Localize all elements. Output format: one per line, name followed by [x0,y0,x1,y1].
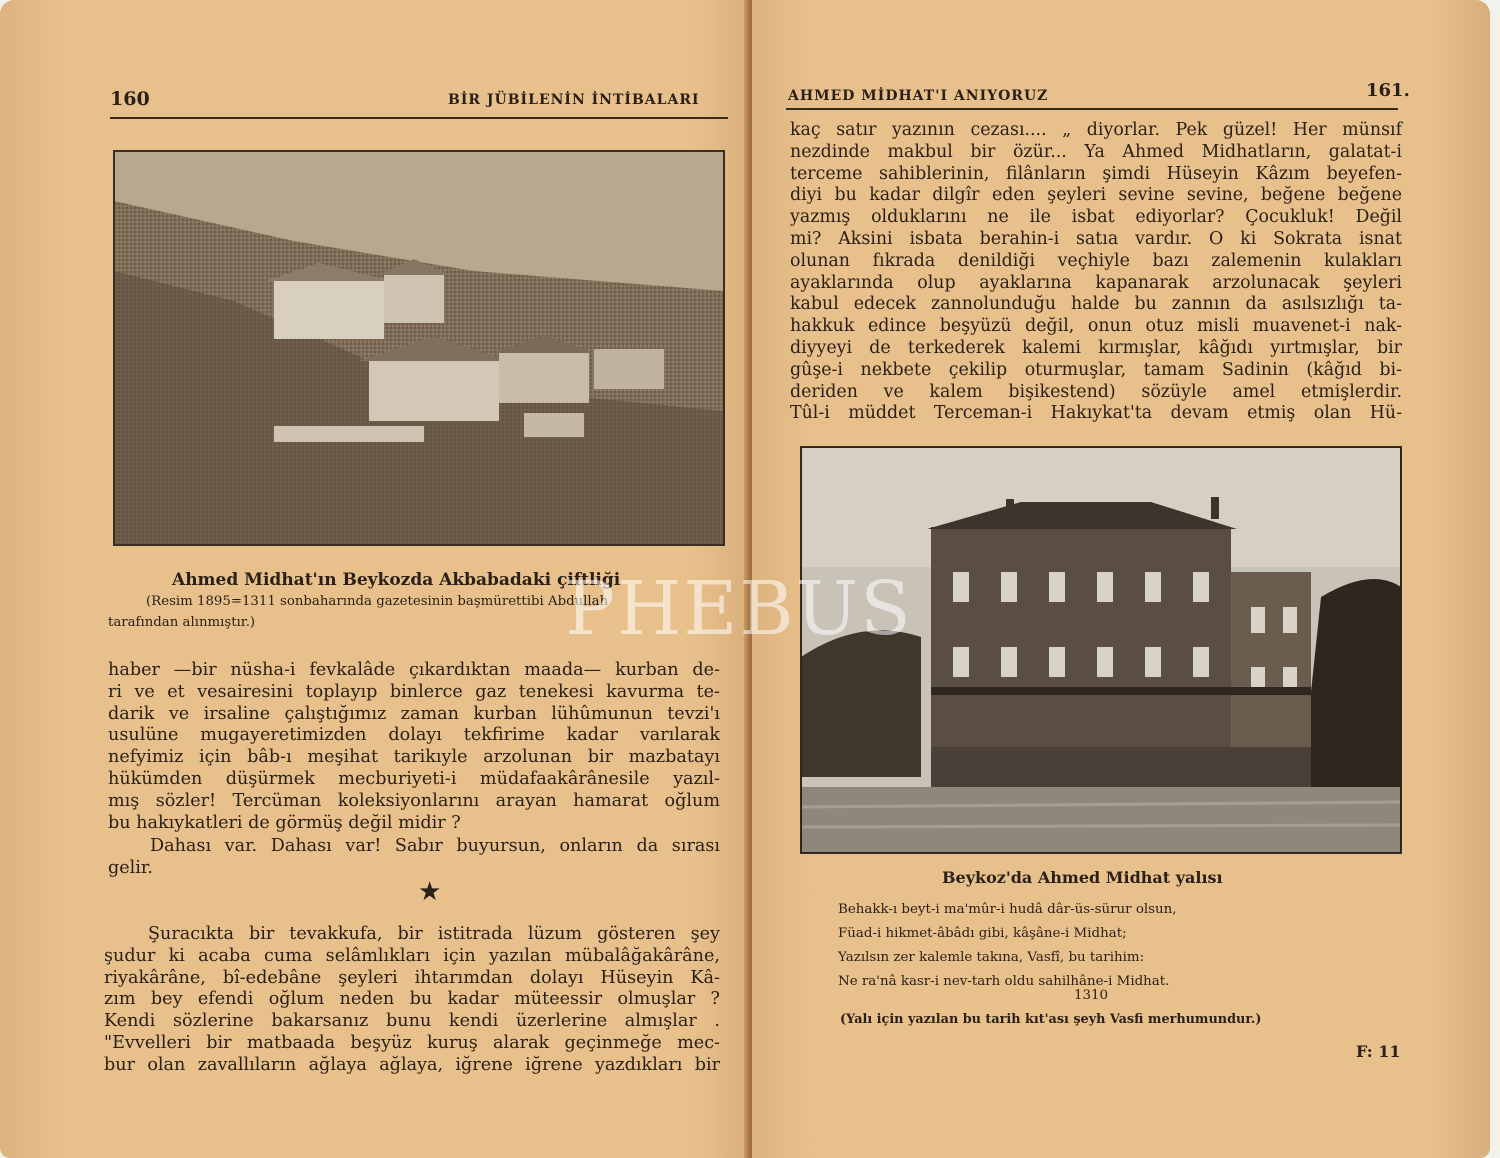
signature-mark: F: 11 [1356,1042,1401,1061]
text-line: kaç satır yazının cezası.... „ diyorlar. Pek güzel! Her münsıf [790,120,1402,140]
text-line: bur olan zavallıların ağlaya ağlaya, iğrene iğrene yazdıkları bir [104,1054,720,1075]
left-header-rule [110,117,728,119]
poem-line: Ne ra'nâ kasr-i nev-tarh oldu sahilhâne-i Midhat. [838,974,1170,989]
left-page-number: 160 [110,88,150,110]
text-line: olunan fıkrada denildiği veçhiyle bazı zalemenin kulakları [790,250,1402,271]
poem-year: 1310 [1074,988,1109,1003]
poem-attribution-note: (Yalı için yazılan bu tarih kıt'ası şeyh Vasfi merhumundur.) [840,1012,1262,1027]
left-paragraph-1 [108,660,720,834]
text-line: riyakârâne, bî-edebâne şeyleri ihtarımdan dolayı Hüseyin Kâ- [104,967,720,988]
beykoz-farm-photo [113,150,725,546]
text-line: ri ve et vesairesini toplayıp binlerce gaz tenekesi kavurma te- [108,681,720,702]
text-line: terceme sahiblerinin, filânların şimdi Hüseyin Kâzım beyefen- [790,163,1402,184]
text-line: nefyimiz için bâb-ı meşihat tarikıyle arzolunan bir mazbatayı [108,747,720,768]
text-line: şudur ki acaba cuma selâmlıkları için yazılan mübalâğakârâne, [104,945,720,966]
yali-photo-caption-title: Beykoz'da Ahmed Midhat yalısı [942,868,1223,887]
right-paragraph [790,120,1402,425]
text-line: mış sözler! Tercüman koleksiyonlarını arayan hamarat oğlum [108,790,720,811]
left-running-head: BİR JÜBİLENİN İNTİBALARI [448,92,700,108]
farm-photo-illustration [114,151,724,545]
text-line: diyi bu kadar dilgîr eden şeyleri sevine sevine, beğene beğene [790,185,1402,206]
text-line: Tûl-i müddet Terceman-i Hakıykat'ta devam etmiş olan Hü- [790,403,1402,424]
poem-line: Behakk-ı beyt-i ma'mûr-i hudâ dâr-üs-sürur olsun, [838,902,1177,917]
text-line: nezdinde makbul bir özür... Ya Ahmed Midhatların, galatat-i [790,141,1402,162]
text-line: diyyeyi de terkederek kalemi kırmışlar, kâğıdı yırtmışlar, bir [790,337,1402,358]
text-line: hükümden düşürmek mecburiyeti-i müdafaakârânesile yazıl- [108,768,720,789]
text-line: zım bey efendi oğlum neden bu kadar müteessir olmuşlar ? [104,989,720,1010]
text-line: Kendi sözlerine bakarsanız bunu kendi üzerlerine almışlar . [104,1011,720,1032]
text-line: Şuracıkta bir tevakkufa, bir istitrada lüzum gösteren şey [148,924,720,944]
farm-photo-caption-title: Ahmed Midhat'ın Beykozda Akbabadaki çiftliği [172,570,621,590]
text-line: Dahası var. Dahası var! Sabır buyursun, onların da sırası [150,836,720,856]
section-star: ★ [418,877,442,907]
text-line: usulüne mugayeretimizden dolayı tekfirime kadar varılarak [108,725,720,746]
right-header-rule [786,108,1398,110]
left-paragraph-2 [108,836,720,880]
text-line: deriden ve kalem bişikestend) sözüyle amel etmişlerdir. [790,381,1402,402]
text-line: ayaklarında olup ayaklarına kapanarak arzolunacak şeyleri [790,272,1402,293]
right-running-head: AHMED MİDHAT'I ANIYORUZ [788,88,1049,104]
right-page-number: 161. [1366,80,1410,101]
text-line: darik ve irsaline çalıştığımız zaman kurban lühûmunun tevzi'ı [108,703,720,724]
farm-photo-caption-note-1: (Resim 1895=1311 sonbaharında gazetesinin başmürettibi Abdullah [146,594,609,609]
tarih-poem [838,898,1177,994]
poem-line: Füad-i hikmet-âbâdı gibi, kâşâne-i Midhat; [838,926,1127,941]
text-line: gûşe-i nekbete çekilip oturmuşlar, tamam Sadinin (kâğıd bi- [790,359,1402,380]
text-line: "Evvelleri bir matbaada beşyüz kuruş alarak geçinmeğe mec- [104,1032,720,1053]
poem-line: Yazılsın zer kalemle takına, Vasfî, bu tarihim: [838,950,1145,965]
text-line: hakkuk edince beşyüzü değil, onun otuz misli muavenet-i nak- [790,316,1402,337]
text-line: gelir. [108,857,153,878]
phebus-watermark: PHEBUS [565,566,913,652]
text-line: kabul edecek zannolunduğu halde bu zannın da asılsızlığı ta- [790,294,1402,315]
text-line: bu hakıykatleri de görmüş değil midir ? [108,812,461,833]
text-line: mi? Aksini isbata berahin-i satıa vardır. O ki Sokrata isnat [790,228,1402,249]
left-paragraph-3 [104,924,720,1077]
text-line: yazmış olduklarını ne ile isbat ediyorlar? Çocukluk! Değil [790,207,1402,228]
text-line: haber —bir nüsha-i fevkalâde çıkardıktan maada— kurban de- [108,660,720,680]
farm-photo-caption-note-2: tarafından alınmıştır.) [108,615,256,630]
